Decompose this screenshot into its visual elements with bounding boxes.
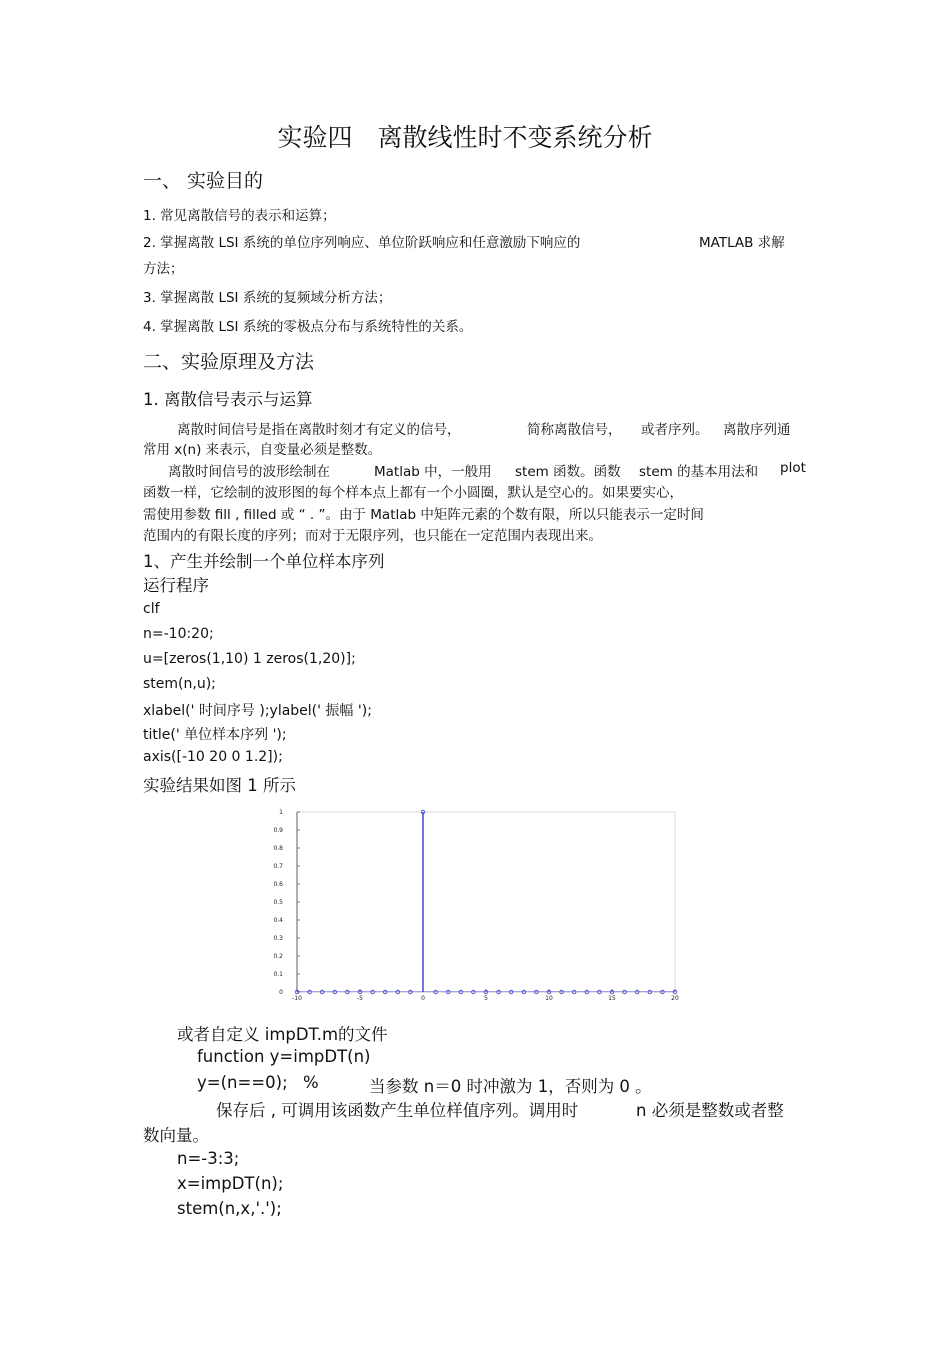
func-line2a: y=(n==0);: [197, 1073, 288, 1092]
y-tick-label: 0.3: [273, 935, 283, 942]
page-title: 实验四 离散线性时不变系统分析: [277, 123, 653, 152]
para2-line1b: Matlab 中，一般用: [374, 464, 492, 480]
run-label: 运行程序: [143, 576, 209, 595]
y-tick-label: 0.5: [273, 899, 283, 906]
para1-line2: 常用 x(n) 来表示，自变量必须是整数。: [143, 442, 382, 458]
custom-para-line1b: n 必须是整数或者整: [636, 1101, 784, 1120]
para1-line1b: 简称离散信号，: [527, 422, 622, 438]
x-tick-label: 10: [545, 995, 553, 1002]
purpose-item-4: 4. 掌握离散 LSI 系统的零极点分布与系统特性的关系。: [143, 319, 473, 335]
custom-para-line2: 数向量。: [143, 1126, 209, 1145]
example-heading: 1、产生并绘制一个单位样本序列: [143, 552, 385, 571]
y-tick-label: 0.7: [273, 863, 283, 870]
y-tick-label: 0.6: [273, 881, 283, 888]
func-line2c: 当参数 n＝0 时冲激为 1，否则为 0 。: [369, 1077, 652, 1096]
func-line2b: %: [303, 1073, 319, 1092]
para1-line1d: 离散序列通: [723, 422, 791, 438]
x-tick-label: 20: [671, 995, 679, 1002]
x-tick-label: -5: [357, 995, 363, 1002]
code-line: stem(n,u);: [143, 676, 216, 692]
custom-code-line: n=-3:3;: [177, 1149, 240, 1168]
para1-line1c: 或者序列。: [641, 422, 709, 438]
x-tick-label: 0: [421, 995, 425, 1002]
code-line: title(' 单位样本序列 ');: [143, 727, 287, 743]
x-tick-label: 15: [608, 995, 616, 1002]
para2-line3: 需使用参数 fill , filled 或 “ . ”。由于 Matlab 中矩阵元素的个数有限，所以只能表示一定时间: [143, 507, 704, 523]
plot-frame: [297, 812, 675, 992]
section-heading-purpose: 一、 实验目的: [143, 170, 264, 192]
y-tick-label: 0.1: [273, 971, 283, 978]
code-line: clf: [143, 601, 160, 617]
purpose-item-3: 3. 掌握离散 LSI 系统的复频域分析方法；: [143, 290, 392, 306]
custom-para-line1a: 保存后 , 可调用该函数产生单位样值序列。调用时: [216, 1101, 579, 1120]
y-tick-label: 1: [279, 809, 283, 816]
x-tick-label: 5: [484, 995, 488, 1002]
result-label: 实验结果如图 1 所示: [143, 776, 296, 795]
purpose-item-2-cont: 方法；: [143, 261, 184, 277]
custom-intro: 或者自定义 impDT.m的文件: [177, 1025, 388, 1044]
subsection-heading: 1. 离散信号表示与运算: [143, 390, 313, 409]
y-tick-label: 0.9: [273, 827, 283, 834]
y-tick-label: 0.2: [273, 953, 283, 960]
purpose-item-2: 2. 掌握离散 LSI 系统的单位序列响应、单位阶跃响应和任意激励下响应的: [143, 235, 581, 251]
func-line1: function y=impDT(n): [197, 1047, 371, 1066]
custom-code-line: x=impDT(n);: [177, 1174, 284, 1193]
code-line: axis([-10 20 0 1.2]);: [143, 749, 283, 765]
stem-chart: [262, 804, 682, 1004]
y-tick-label: 0.4: [273, 917, 283, 924]
custom-code-line: stem(n,x,'.');: [177, 1199, 282, 1218]
para2-line1c: stem 函数。函数: [515, 464, 621, 480]
y-tick-label: 0: [279, 989, 283, 996]
code-line: xlabel(' 时间序号 );ylabel(' 振幅 ');: [143, 703, 372, 719]
para2-line1d: stem 的基本用法和: [639, 464, 759, 480]
para2-line2: 函数一样，它绘制的波形图的每个样本点上都有一个小圆圈，默认是空心的。如果要实心，: [143, 485, 683, 501]
section-heading-principle: 二、实验原理及方法: [143, 351, 315, 373]
code-line: n=-10:20;: [143, 626, 214, 642]
para2-line1a: 离散时间信号的波形绘制在: [168, 464, 330, 480]
purpose-item-1: 1. 常见离散信号的表示和运算；: [143, 208, 336, 224]
para2-line1e: plot: [780, 460, 806, 476]
para2-line4: 范围内的有限长度的序列；而对于无限序列，也只能在一定范围内表现出来。: [143, 528, 602, 544]
y-tick-label: 0.8: [273, 845, 283, 852]
para1-line1a: 离散时间信号是指在离散时刻才有定义的信号，: [177, 422, 461, 438]
x-tick-label: -10: [292, 995, 302, 1002]
code-line: u=[zeros(1,10) 1 zeros(1,20)];: [143, 651, 356, 667]
purpose-item-2-tail: MATLAB 求解: [699, 235, 785, 251]
